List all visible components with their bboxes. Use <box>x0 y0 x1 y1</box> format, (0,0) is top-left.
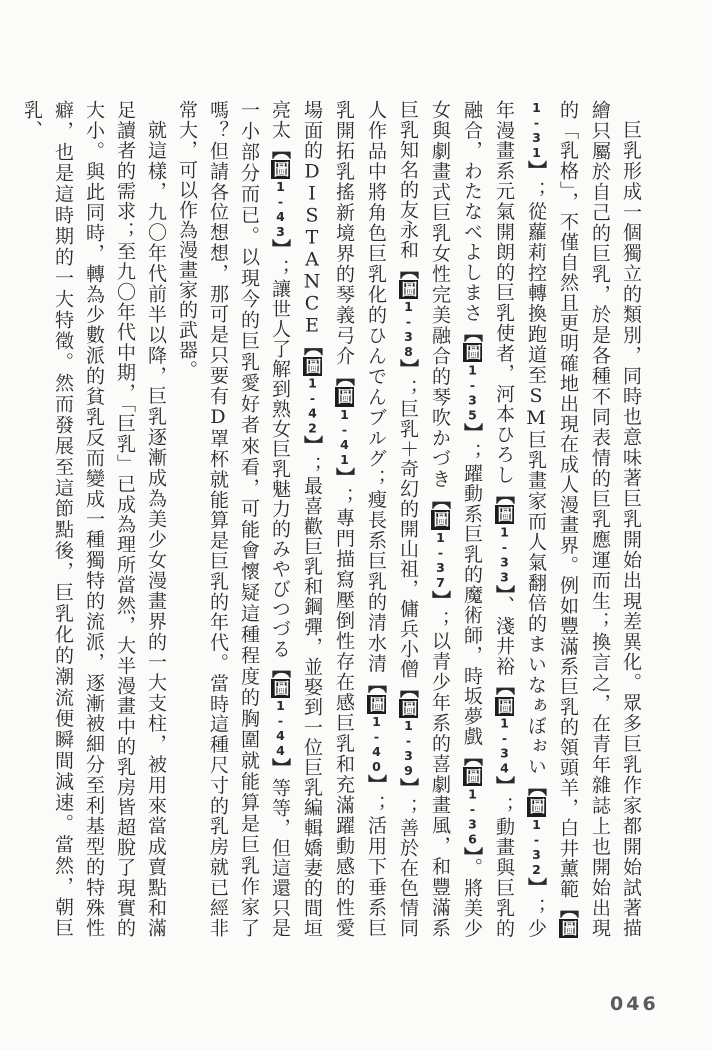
figure-reference: 【圖1-36】 <box>461 746 483 858</box>
figure-label-box: 圖 <box>431 511 450 529</box>
figure-label-box: 圖 <box>303 357 322 375</box>
figure-reference: 【圖1-35】 <box>461 322 483 443</box>
figure-label-box: 圖 <box>527 798 546 816</box>
figure-reference: 【圖1-33】 <box>493 484 515 596</box>
figure-label-box: 圖 <box>271 161 290 178</box>
figure-reference: 【圖1-43】 <box>269 140 291 259</box>
figure-reference: 【圖1-34】 <box>493 676 515 797</box>
figure-label-box: 圖 <box>463 768 482 786</box>
figure-label-box: 圖 <box>367 695 386 713</box>
figure-label-box: 圖 <box>559 920 578 938</box>
figure-label-box: 圖 <box>399 700 418 717</box>
figure-reference: 【圖1-39】 <box>397 679 419 798</box>
body-text <box>16 100 646 938</box>
figure-label-box: 圖 <box>399 281 418 298</box>
page-number: 046 <box>610 993 659 1015</box>
figure-label-box: 圖 <box>495 697 514 715</box>
figure-reference: 【圖1-40】 <box>365 674 387 795</box>
figure-label-box: 圖 <box>463 344 482 362</box>
figure-reference: 【圖1-38】 <box>397 260 419 379</box>
figure-reference: 【圖1-44】 <box>269 659 291 778</box>
figure-label-box: 圖 <box>271 680 290 697</box>
paragraph-2: 就這樣，九〇年代前半以降，巨乳逐漸成為美少女漫畫界的一大支柱，被用來當成賣點和滿足讀者的需求；至九〇年代中期，「巨乳」已成為理所當然，大半漫畫中的乳房皆超脫了現實的大小。與此同時，轉為少數派的貧乳反而變成一種獨特的流派，逐漸被細分至利基型的特殊性癖，也是這時期的一大特徵。然而發展至這節點後，巨乳化的潮流便瞬間減速。當然，朝巨乳、 <box>21 100 167 938</box>
paragraph-1: 巨乳形成一個獨立的類別，同時也意味著巨乳開始出現差異化。眾多巨乳作家都開始試著描繪只屬於自己的巨乳，於是各種不同表情的巨乳應運而生；換言之，在青年雜誌上也開始出現的「乳格」，不僅自然且更明確地出現在成人漫畫界。例如豐滿系巨乳的領頭羊，白井薰範【圖1-31】；從蘿莉控轉換跑道至SM巨乳畫家而人氣翻倍的まいなぁぼぉい【圖1-32】；少年漫畫系元氣開朗的巨乳使者，河本ひろし【圖1-33】、淺井裕【圖1-34】；動畫與巨乳的融合，わたなべよしまさ【圖1-35】；躍動系巨乳的魔術師，時坂夢戲【圖1-36】。將美少女與劇畫式巨乳女性完美融合的琴吹かづき【圖1-37】；以青少年系的喜劇畫風，和豐滿系巨乳知名的友永和【圖1-38】；巨乳＋奇幻的開山祖，傭兵小僧【圖1-39】；善於在色情同人作品中將角色巨乳化的ひんでんブルグ；瘦長系巨乳的清水清【圖1-40】；活用下垂系巨乳開拓乳搖新境界的琴義弓介【圖1-41】；專門描寫壓倒性存在感巨乳和充滿躍動感的性愛場面的DISTANCE【圖1-42】；最喜歡巨乳和鋼彈，並娶到一位巨乳編輯嬌妻的間垣亮太【圖1-43】；讓世人了解到熟女巨乳魅力的みやびつづる【圖1-44】等等，但這還只是一小部分而已。以現今的巨乳愛好者來看，可能會懷疑這種程度的胸圍就能算是巨乳作家了嗎？但請各位想想，那可是只要有D罩杯就能算是巨乳的年代。當時這種尺寸的乳房就已經非常大，可以作為漫畫家的武器。 <box>176 100 642 939</box>
figure-label-box: 圖 <box>495 506 514 524</box>
figure-reference: 【圖1-42】 <box>301 336 323 456</box>
figure-reference: 【圖1-37】 <box>429 489 451 611</box>
figure-label-box: 圖 <box>335 388 354 406</box>
figure-reference: 【圖1-32】 <box>525 776 547 898</box>
figure-reference: 【圖1-31】 <box>525 100 579 938</box>
figure-reference: 【圖1-41】 <box>333 366 355 488</box>
